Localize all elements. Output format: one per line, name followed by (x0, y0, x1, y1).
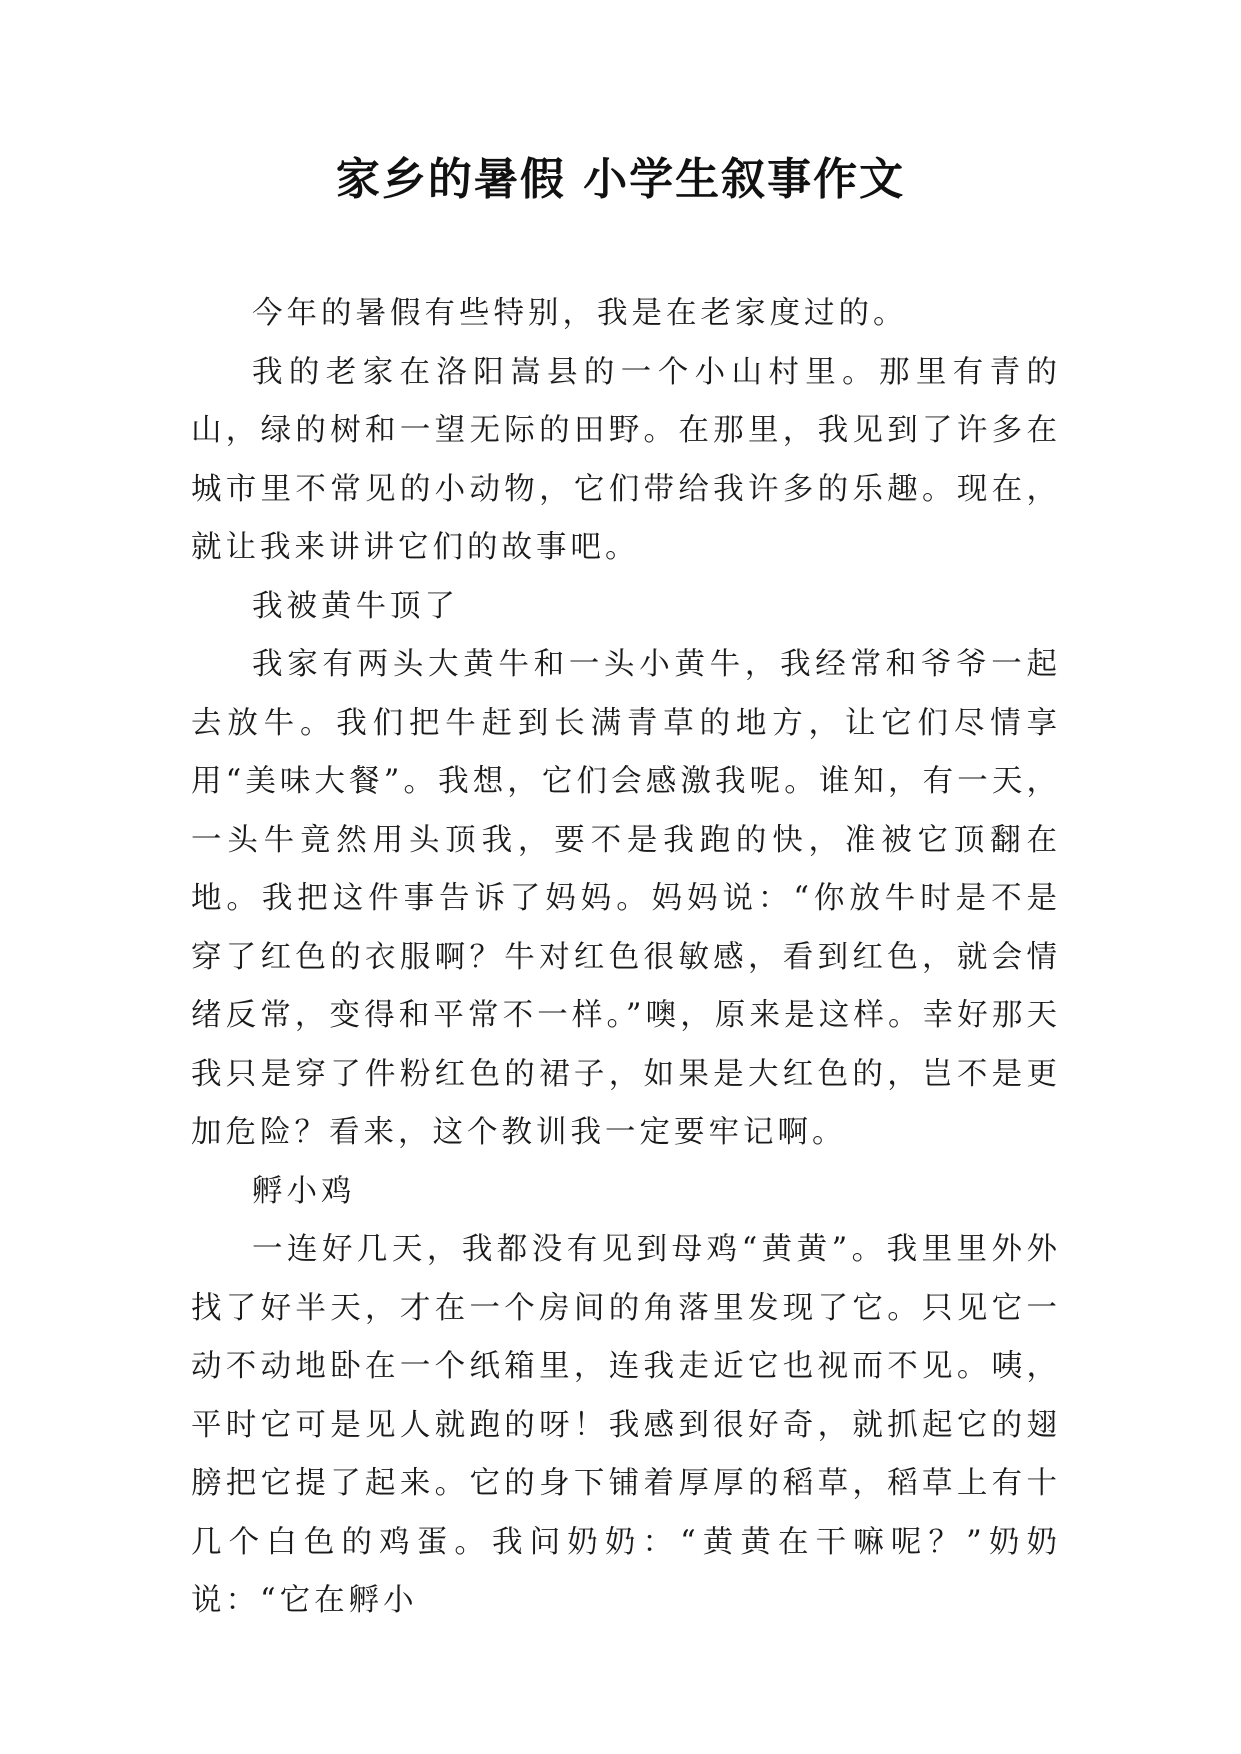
section-heading-chicks: 孵小鸡 (252, 1173, 356, 1209)
paragraph-chicks-story: 一连好几天，我都没有见到母鸡“黄黄”。我里里外外找了好半天，才在一个房间的角落里发现了它。只见它一动不动地卧在一个纸箱里，连我走近它也视而不见。咦，平时它可是见人就跑的呀！我感到很好奇，就抓起它的翅膀把它提了起来。它的身下铺着厚厚的稻草，稻草上有十几个白色的鸡蛋。我问奶奶：“黄黄在干嘛呢？”奶奶说：“它在孵小 (191, 1232, 1061, 1618)
paragraph-cattle-story: 我家有两头大黄牛和一头小黄牛，我经常和爷爷一起去放牛。我们把牛赶到长满青草的地方，让它们尽情享用“美味大餐”。我想，它们会感激我呢。谁知，有一天，一头牛竟然用头顶我，要不是我跑的快，准被它顶翻在地。我把这件事告诉了妈妈。妈妈说：“你放牛时是不是穿了红色的衣服啊？牛对红色很敏感，看到红色，就会情绪反常，变得和平常不一样。”噢，原来是这样。幸好那天我只是穿了件粉红色的裙子，如果是大红色的，岂不是更加危险？看来，这个教训我一定要牢记啊。 (191, 647, 1061, 1150)
section-heading-cattle: 我被黄牛顶了 (252, 588, 459, 624)
paragraph-hometown: 我的老家在洛阳嵩县的一个小山村里。那里有青的山，绿的树和一望无际的田野。在那里，我见到了许多在城市里不常见的小动物，它们带给我许多的乐趣。现在，就让我来讲讲它们的故事吧。 (191, 354, 1061, 565)
document-body (191, 285, 1061, 1631)
paragraph-intro: 今年的暑假有些特别，我是在老家度过的。 (252, 296, 908, 331)
document-title: 家乡的暑假 小学生叙事作文 (335, 154, 906, 205)
